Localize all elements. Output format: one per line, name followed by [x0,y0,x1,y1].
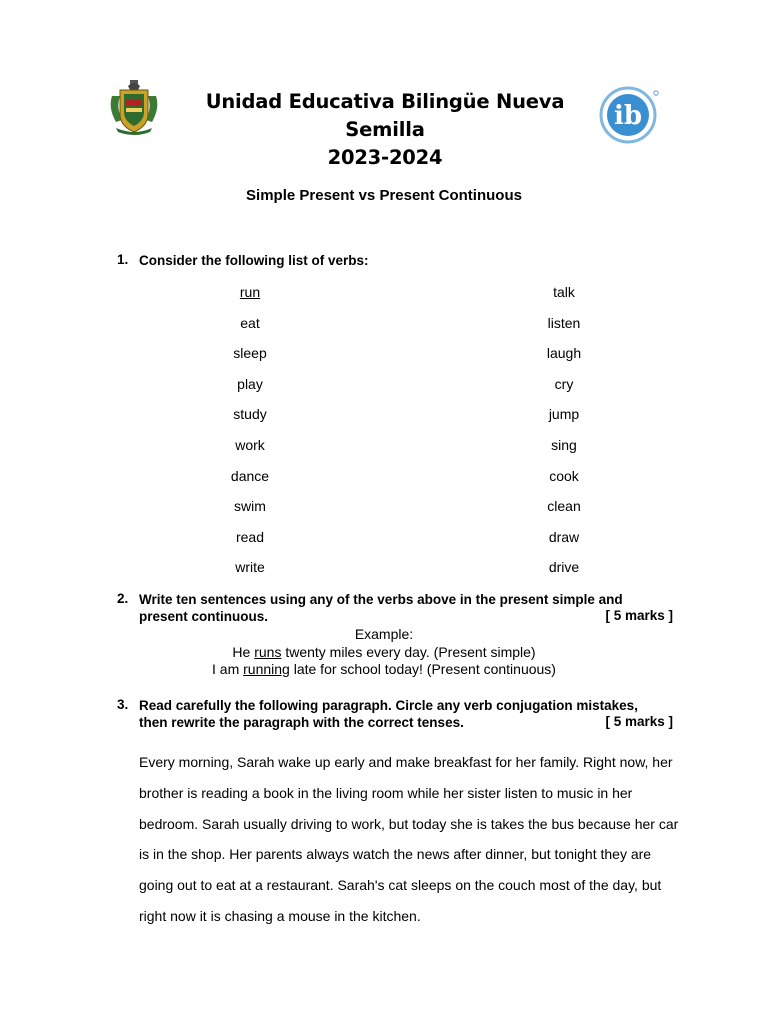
verb-item: study [233,406,267,423]
verb-item: laugh [546,345,582,362]
verb-item: eat [240,314,260,331]
school-name: Unidad Educativa Bilingüe Nueva Semilla [205,90,565,141]
ib-logo [598,86,660,144]
verb-item: play [237,375,263,392]
verb-item: write [235,559,265,576]
question-3-marks: [ 5 marks ] [605,714,673,729]
verb-item: talk [553,284,575,300]
question-2-number: 2. [117,591,129,606]
verb-item: listen [547,314,581,331]
example-2-end: late for school today! (Present continuous) [289,661,556,677]
verb-item: swim [234,498,266,515]
verb-item: draw [548,528,580,545]
school-year: 2023-2024 [327,146,443,169]
school-crest-logo [108,78,160,136]
worksheet-title: Simple Present vs Present Continuous [246,187,522,204]
example-2-verb: running [243,661,290,677]
question-3-text [139,697,638,731]
verb-item: sing [551,437,577,453]
example-2-start: I am [212,661,244,677]
verb-item: cry [554,375,574,392]
verb-item: read [235,528,265,545]
example-1-verb: runs [254,643,282,660]
question-3-line-1: Read carefully the following paragraph. Circle any verb conjugation mistakes, [139,698,638,713]
question-3-paragraph: Every morning, Sarah wake up early and make breakfast for her family. Right now, her brother is reading a book in the living room while her sister listen to music in her bedroom. Sarah usually driving to work, but today she is takes the bus because her car is in the shop. Her parents always watch the news after dinner, but tonight they are going out to eat at a restaurant. Sarah's cat sleeps on the couch most of the day, but right now it is chasing a mouse in the kitchen. [139,754,679,924]
example-sentence-2 [0,661,768,679]
verb-item: dance [230,467,270,484]
question-3-line-2: then rewrite the paragraph with the correct tenses. [139,715,464,730]
verb-item: cook [549,467,579,484]
example-1-end: twenty miles every day. (Present simple) [281,643,536,660]
example-1-start: He [232,643,255,660]
question-1-number: 1. [117,252,129,267]
verb-item: run [239,284,261,300]
example-label: Example: [354,626,414,642]
school-header [170,88,600,172]
question-3-number: 3. [117,697,129,712]
question-2-line-1: Write ten sentences using any of the verbs above in the present simple and [139,592,623,607]
verb-item: drive [548,559,580,576]
verb-item: clean [547,498,581,515]
verb-item: work [235,437,265,453]
question-1-text: Consider the following list of verbs: [139,253,369,268]
verb-item: jump [548,406,580,423]
question-2-marks: [ 5 marks ] [605,608,673,623]
question-2-text [139,591,623,625]
verb-item: sleep [233,345,267,362]
example-sentence-1 [0,644,768,662]
question-2-line-2: present continuous. [139,609,269,624]
svg-text:ib: ib [613,101,643,131]
